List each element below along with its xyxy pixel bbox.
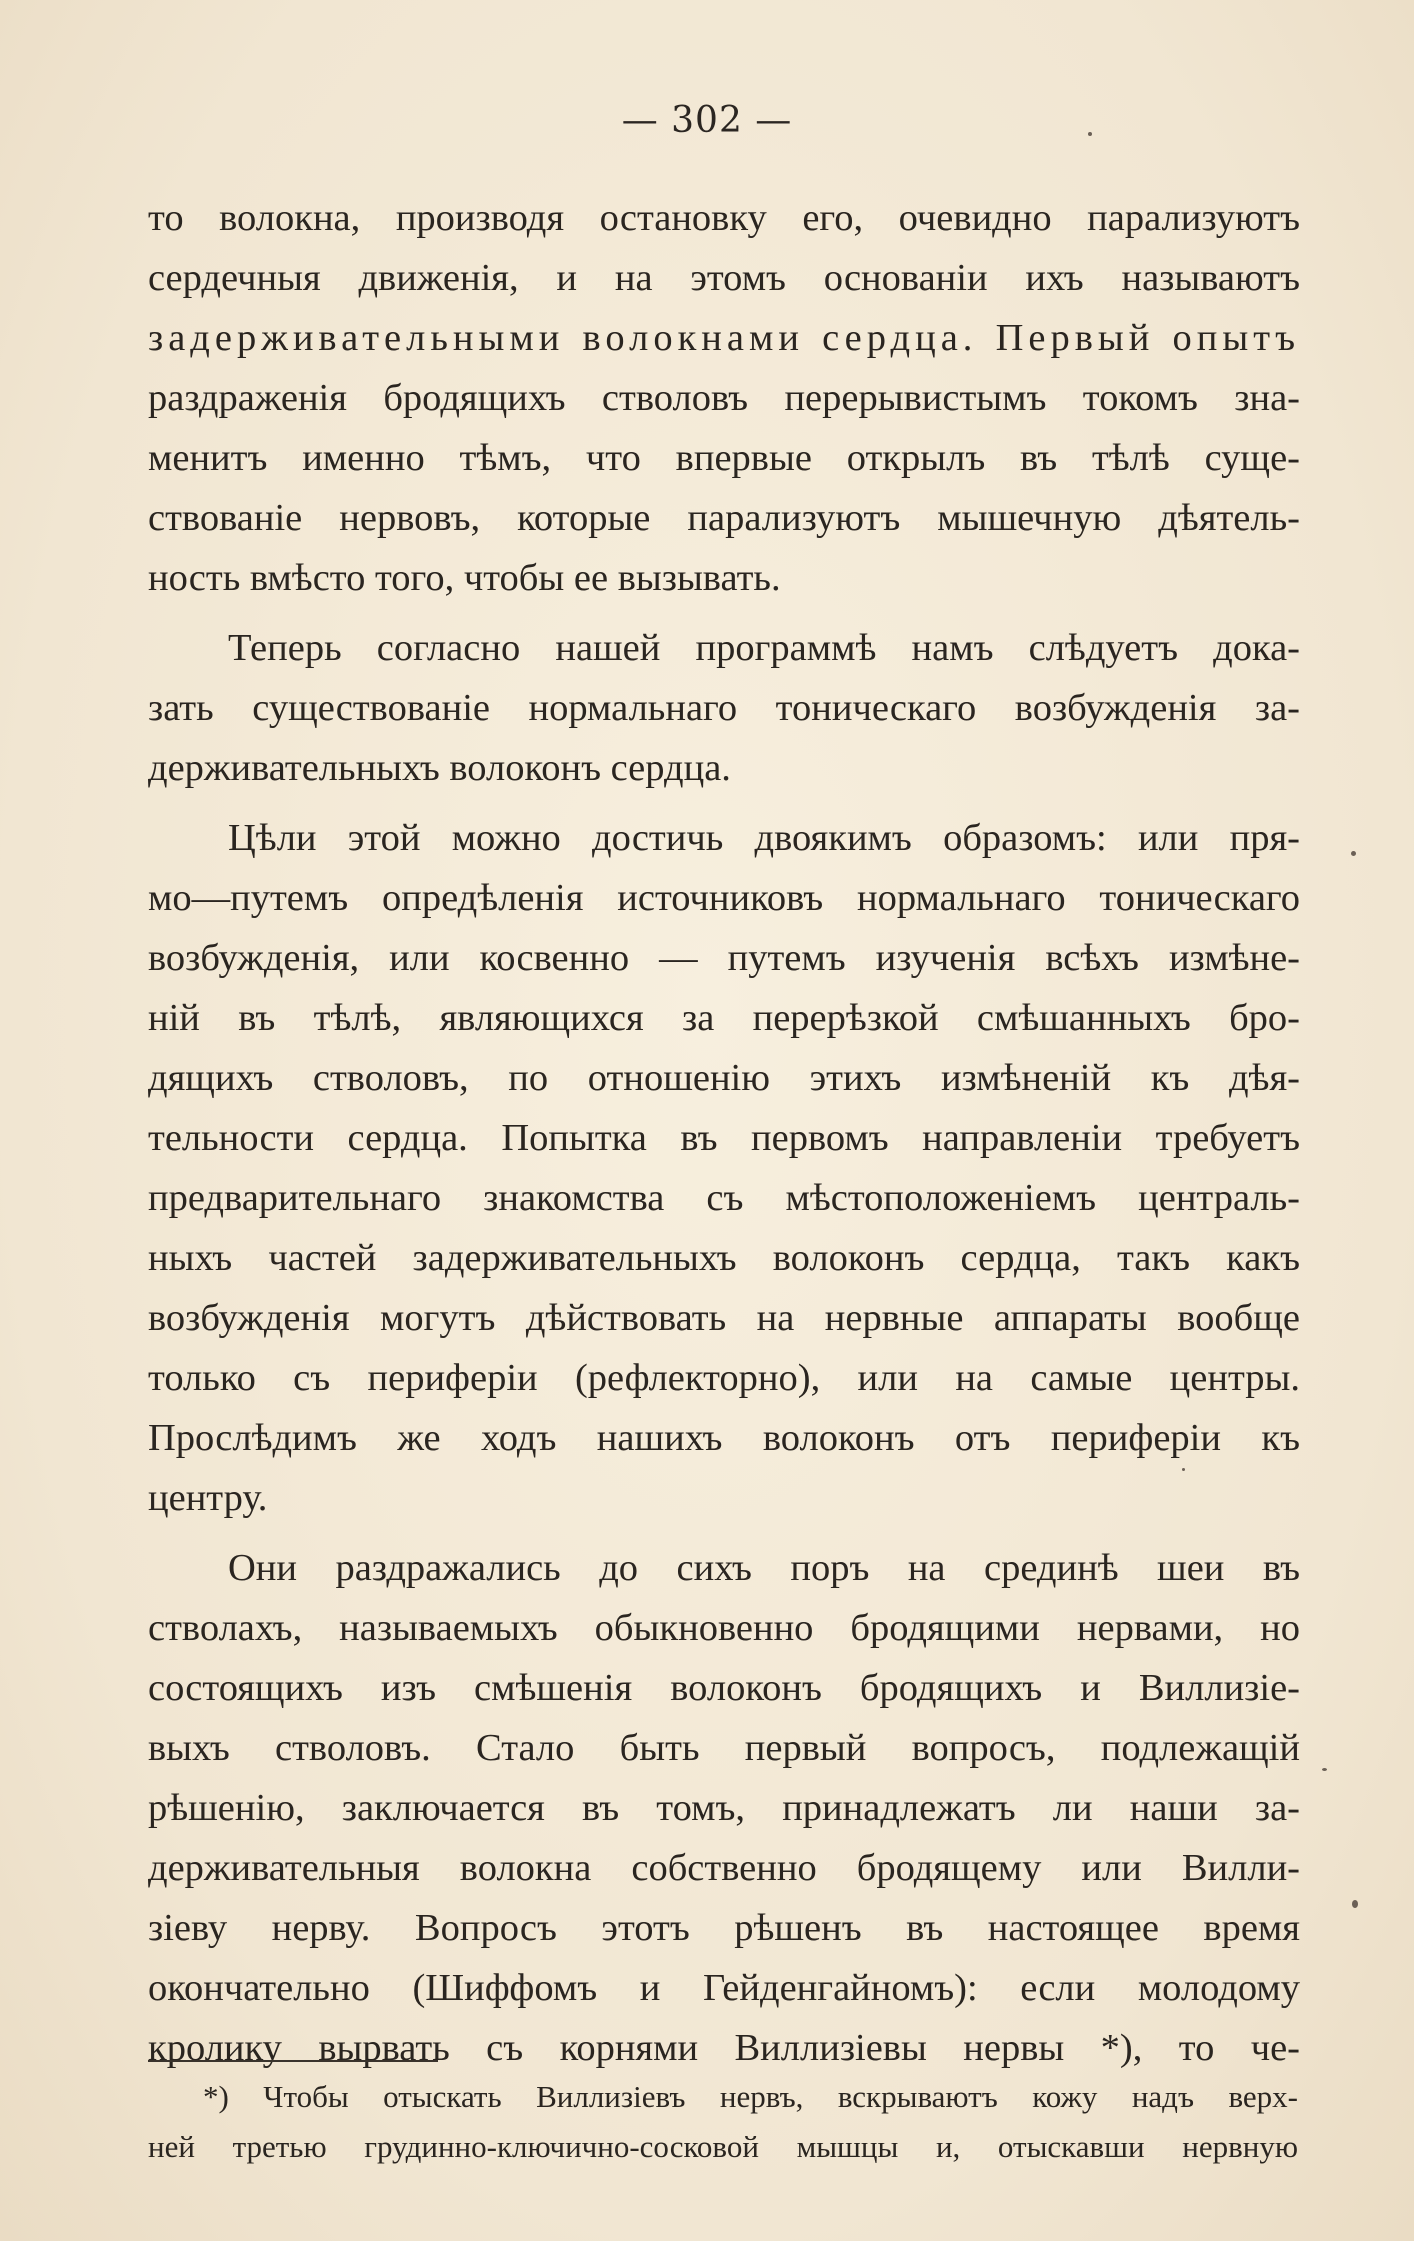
print-speck bbox=[1182, 1468, 1185, 1471]
text-line: Теперь согласно нашей программѣ намъ слѣдуетъ дока- bbox=[228, 627, 1300, 669]
main-text bbox=[148, 188, 1300, 2088]
text-line: предварительнаго знакомства съ мѣстоположеніемъ централь- bbox=[148, 1177, 1300, 1219]
print-speck bbox=[1352, 1900, 1358, 1908]
text-line: мо—путемъ опредѣленія источниковъ нормальнаго тоническаго bbox=[148, 877, 1300, 919]
text-line: окончательно (Шиффомъ и Гейденгайномъ): если молодому bbox=[148, 1967, 1300, 2009]
text-line: выхъ стволовъ. Стало быть первый вопросъ, подлежащій bbox=[148, 1727, 1300, 1769]
text-line: задерживательными волокнами сердца. Первый опытъ bbox=[148, 317, 1300, 359]
print-speck bbox=[1088, 132, 1092, 136]
paragraph-3 bbox=[148, 808, 1300, 1528]
text-line: центру. bbox=[148, 1477, 268, 1519]
paragraph-2 bbox=[148, 618, 1300, 798]
text-line: менитъ именно тѣмъ, что впервые открылъ въ тѣлѣ суще- bbox=[148, 437, 1300, 479]
text-line: состоящихъ изъ смѣшенія волоконъ бродящихъ и Виллизіе- bbox=[148, 1667, 1300, 1709]
text-line: ность вмѣсто того, чтобы ее вызывать. bbox=[148, 557, 781, 599]
text-line: Они раздражались до сихъ поръ на срединѣ шеи въ bbox=[228, 1547, 1300, 1589]
text-line: держивательныя волокна собственно бродящему или Вилли- bbox=[148, 1847, 1300, 1889]
paragraph-1 bbox=[148, 188, 1300, 608]
print-speck bbox=[1322, 1768, 1327, 1771]
paragraph-4 bbox=[148, 1538, 1300, 2078]
text-line: стволахъ, называемыхъ обыкновенно бродящими нервами, но bbox=[148, 1607, 1300, 1649]
text-line: зать существованіе нормальнаго тоническаго возбужденія за- bbox=[148, 687, 1300, 729]
text-line: Прослѣдимъ же ходъ нашихъ волоконъ отъ периферіи къ bbox=[148, 1417, 1300, 1459]
text-line: ныхъ частей задерживательныхъ волоконъ сердца, такъ какъ bbox=[148, 1237, 1300, 1279]
text-line: сердечныя движенія, и на этомъ основаніи ихъ называютъ bbox=[148, 257, 1300, 299]
text-line: раздраженія бродящихъ стволовъ перерывистымъ токомъ зна- bbox=[148, 377, 1300, 419]
text-line: держивательныхъ волоконъ сердца. bbox=[148, 747, 731, 789]
text-line: то волокна, производя остановку его, очевидно парализуютъ bbox=[148, 197, 1300, 239]
text-line: ствованіе нервовъ, которые парализуютъ мышечную дѣятель- bbox=[148, 497, 1300, 539]
text-line: кролику вырвать съ корнями Виллизіевы нервы *), то че- bbox=[148, 2027, 1300, 2069]
text-line: Цѣли этой можно достичь двоякимъ образомъ: или пря- bbox=[228, 817, 1300, 859]
footnote-line: *) Чтобы отыскать Виллизіевъ нервъ, вскрываютъ кожу надъ верх- bbox=[203, 2079, 1298, 2114]
text-line: тельности сердца. Попытка въ первомъ направленіи требуетъ bbox=[148, 1117, 1300, 1159]
text-line: возбужденія могутъ дѣйствовать на нервные аппараты вообще bbox=[148, 1297, 1300, 1339]
text-line: рѣшенію, заключается въ томъ, принадлежатъ ли наши за- bbox=[148, 1787, 1300, 1829]
print-speck bbox=[1351, 851, 1356, 856]
text-line: ній въ тѣлѣ, являющихся за перерѣзкой смѣшанныхъ бро- bbox=[148, 997, 1300, 1039]
footnote-separator bbox=[148, 2060, 438, 2062]
text-line: возбужденія, или косвенно — путемъ изученія всѣхъ измѣне- bbox=[148, 937, 1300, 979]
footnote-line: ней третью грудинно-ключично-сосковой мышцы и, отыскавши нервную bbox=[148, 2129, 1298, 2164]
text-line: только съ периферіи (рефлекторно), или на самые центры. bbox=[148, 1357, 1300, 1399]
footnote bbox=[148, 2072, 1298, 2172]
text-line: зіеву нерву. Вопросъ этотъ рѣшенъ въ настоящее время bbox=[148, 1907, 1300, 1949]
page-number: — 302 — bbox=[621, 100, 793, 141]
text-line: дящихъ стволовъ, по отношенію этихъ измѣненій къ дѣя- bbox=[148, 1057, 1300, 1099]
